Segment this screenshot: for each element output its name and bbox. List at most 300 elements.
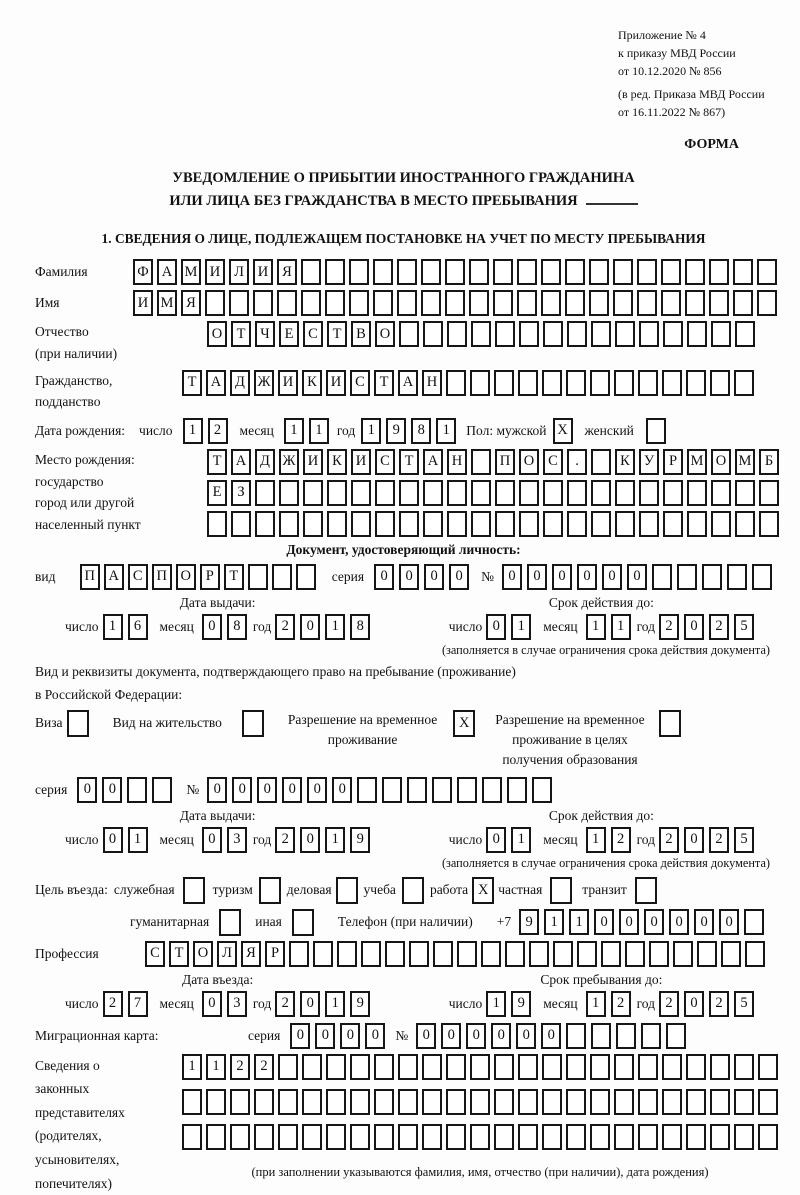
form-cell[interactable] [710, 370, 730, 396]
form-cell[interactable]: О [711, 449, 731, 475]
form-cell[interactable] [733, 259, 753, 285]
form-cell[interactable] [482, 777, 502, 803]
form-cell[interactable]: 0 [602, 564, 622, 590]
form-cell[interactable] [255, 480, 275, 506]
form-cell[interactable]: 1 [511, 614, 531, 640]
form-cell[interactable] [735, 480, 755, 506]
form-cell[interactable] [686, 370, 706, 396]
form-cell[interactable] [278, 1124, 298, 1150]
form-cell[interactable]: 2 [254, 1054, 274, 1080]
form-cell[interactable] [373, 290, 393, 316]
form-cell[interactable] [231, 511, 251, 537]
form-cell[interactable] [495, 321, 515, 347]
form-cell[interactable] [662, 1089, 682, 1115]
form-cell[interactable]: 1 [284, 418, 304, 444]
form-cell[interactable]: М [735, 449, 755, 475]
form-cell[interactable]: А [231, 449, 251, 475]
form-cell[interactable]: 2 [275, 991, 295, 1017]
form-cell[interactable] [543, 321, 563, 347]
form-cell[interactable]: 1 [586, 991, 606, 1017]
form-cell[interactable] [374, 1089, 394, 1115]
form-cell[interactable] [327, 511, 347, 537]
form-cell[interactable] [327, 480, 347, 506]
form-cell[interactable]: П [495, 449, 515, 475]
form-cell[interactable] [422, 1054, 442, 1080]
form-cell[interactable]: К [302, 370, 322, 396]
form-cell[interactable] [744, 909, 764, 935]
purpose-tourism-checkbox[interactable] [259, 877, 281, 904]
form-cell[interactable]: 0 [486, 827, 506, 853]
form-cell[interactable] [601, 941, 621, 967]
form-cell[interactable] [758, 1089, 778, 1115]
form-cell[interactable] [638, 1089, 658, 1115]
form-cell[interactable] [432, 777, 452, 803]
form-cell[interactable] [757, 290, 777, 316]
form-cell[interactable] [625, 941, 645, 967]
form-cell[interactable] [397, 259, 417, 285]
form-cell[interactable] [301, 290, 321, 316]
form-cell[interactable]: 1 [182, 1054, 202, 1080]
form-cell[interactable] [230, 1124, 250, 1150]
form-cell[interactable] [398, 1089, 418, 1115]
form-cell[interactable]: С [375, 449, 395, 475]
form-cell[interactable] [727, 564, 747, 590]
form-cell[interactable]: 0 [307, 777, 327, 803]
form-cell[interactable]: С [128, 564, 148, 590]
form-cell[interactable] [759, 480, 779, 506]
form-cell[interactable]: 0 [202, 614, 222, 640]
form-cell[interactable]: М [181, 259, 201, 285]
form-cell[interactable] [397, 290, 417, 316]
form-cell[interactable] [399, 480, 419, 506]
form-cell[interactable]: 9 [519, 909, 539, 935]
form-cell[interactable]: Т [169, 941, 189, 967]
form-cell[interactable] [662, 1054, 682, 1080]
form-cell[interactable]: М [157, 290, 177, 316]
form-cell[interactable] [447, 321, 467, 347]
form-cell[interactable]: У [639, 449, 659, 475]
form-cell[interactable] [686, 1054, 706, 1080]
form-cell[interactable] [248, 564, 268, 590]
form-cell[interactable] [697, 941, 717, 967]
male-checkbox[interactable]: X [553, 418, 573, 444]
form-cell[interactable]: Е [279, 321, 299, 347]
form-cell[interactable] [446, 1054, 466, 1080]
form-cell[interactable] [519, 511, 539, 537]
form-cell[interactable]: 0 [340, 1023, 360, 1049]
form-cell[interactable] [566, 1089, 586, 1115]
form-cell[interactable]: О [207, 321, 227, 347]
form-cell[interactable] [127, 777, 147, 803]
form-cell[interactable]: 6 [128, 614, 148, 640]
form-cell[interactable] [279, 511, 299, 537]
form-cell[interactable]: 0 [644, 909, 664, 935]
form-cell[interactable]: О [375, 321, 395, 347]
form-cell[interactable]: 5 [734, 614, 754, 640]
form-cell[interactable]: 0 [516, 1023, 536, 1049]
form-cell[interactable]: 0 [552, 564, 572, 590]
visa-checkbox[interactable] [67, 710, 89, 737]
form-cell[interactable] [591, 321, 611, 347]
form-cell[interactable]: А [157, 259, 177, 285]
form-cell[interactable]: 2 [709, 614, 729, 640]
form-cell[interactable]: Т [207, 449, 227, 475]
form-cell[interactable]: 0 [365, 1023, 385, 1049]
form-cell[interactable]: 1 [511, 827, 531, 853]
form-cell[interactable] [374, 1124, 394, 1150]
form-cell[interactable] [302, 1054, 322, 1080]
form-cell[interactable] [759, 511, 779, 537]
form-cell[interactable]: 2 [659, 614, 679, 640]
form-cell[interactable]: 1 [569, 909, 589, 935]
form-cell[interactable]: Ф [133, 259, 153, 285]
form-cell[interactable]: 0 [669, 909, 689, 935]
form-cell[interactable] [254, 1089, 274, 1115]
form-cell[interactable] [590, 1054, 610, 1080]
form-cell[interactable] [272, 564, 292, 590]
form-cell[interactable] [710, 1089, 730, 1115]
form-cell[interactable] [590, 1124, 610, 1150]
form-cell[interactable] [613, 290, 633, 316]
form-cell[interactable] [182, 1124, 202, 1150]
form-cell[interactable] [301, 259, 321, 285]
form-cell[interactable]: 1 [206, 1054, 226, 1080]
form-cell[interactable] [543, 511, 563, 537]
form-cell[interactable] [302, 1089, 322, 1115]
purpose-humanitarian-checkbox[interactable] [219, 909, 241, 936]
form-cell[interactable]: Т [327, 321, 347, 347]
form-cell[interactable] [565, 259, 585, 285]
form-cell[interactable]: И [303, 449, 323, 475]
form-cell[interactable] [446, 370, 466, 396]
form-cell[interactable]: 0 [207, 777, 227, 803]
form-cell[interactable] [407, 777, 427, 803]
form-cell[interactable]: Я [241, 941, 261, 967]
form-cell[interactable]: Р [663, 449, 683, 475]
form-cell[interactable]: М [687, 449, 707, 475]
form-cell[interactable] [350, 1054, 370, 1080]
form-cell[interactable] [206, 1089, 226, 1115]
form-cell[interactable] [685, 290, 705, 316]
form-cell[interactable]: 0 [290, 1023, 310, 1049]
form-cell[interactable] [457, 777, 477, 803]
form-cell[interactable] [734, 1124, 754, 1150]
form-cell[interactable] [470, 1089, 490, 1115]
purpose-work-checkbox[interactable]: X [472, 877, 494, 904]
form-cell[interactable] [662, 1124, 682, 1150]
form-cell[interactable] [303, 511, 323, 537]
form-cell[interactable] [591, 449, 611, 475]
form-cell[interactable] [733, 290, 753, 316]
form-cell[interactable] [566, 1023, 586, 1049]
form-cell[interactable] [613, 259, 633, 285]
form-cell[interactable] [447, 511, 467, 537]
form-cell[interactable] [577, 941, 597, 967]
form-cell[interactable] [398, 1124, 418, 1150]
form-cell[interactable]: 0 [527, 564, 547, 590]
form-cell[interactable] [326, 1054, 346, 1080]
form-cell[interactable] [566, 1054, 586, 1080]
form-cell[interactable] [303, 480, 323, 506]
form-cell[interactable] [734, 370, 754, 396]
form-cell[interactable]: 1 [611, 614, 631, 640]
form-cell[interactable]: О [193, 941, 213, 967]
form-cell[interactable] [542, 1089, 562, 1115]
form-cell[interactable] [278, 1089, 298, 1115]
form-cell[interactable] [649, 941, 669, 967]
residence-permit-checkbox[interactable] [242, 710, 264, 737]
form-cell[interactable]: Ч [255, 321, 275, 347]
purpose-business-checkbox[interactable] [336, 877, 358, 904]
form-cell[interactable] [326, 1124, 346, 1150]
form-cell[interactable]: 3 [227, 827, 247, 853]
form-cell[interactable]: 0 [424, 564, 444, 590]
form-cell[interactable]: 1 [325, 991, 345, 1017]
form-cell[interactable]: 2 [275, 614, 295, 640]
form-cell[interactable] [639, 480, 659, 506]
form-cell[interactable] [758, 1124, 778, 1150]
form-cell[interactable] [357, 777, 377, 803]
form-cell[interactable]: 0 [577, 564, 597, 590]
form-cell[interactable]: И [133, 290, 153, 316]
form-cell[interactable]: А [398, 370, 418, 396]
form-cell[interactable]: Ж [279, 449, 299, 475]
form-cell[interactable]: 0 [466, 1023, 486, 1049]
form-cell[interactable] [446, 1124, 466, 1150]
form-cell[interactable] [205, 290, 225, 316]
form-cell[interactable] [423, 321, 443, 347]
form-cell[interactable]: 9 [511, 991, 531, 1017]
form-cell[interactable]: 0 [684, 614, 704, 640]
form-cell[interactable] [591, 480, 611, 506]
form-cell[interactable] [253, 290, 273, 316]
form-cell[interactable] [422, 1124, 442, 1150]
form-cell[interactable]: 2 [709, 991, 729, 1017]
form-cell[interactable] [677, 564, 697, 590]
form-cell[interactable]: 3 [227, 991, 247, 1017]
form-cell[interactable] [469, 290, 489, 316]
form-cell[interactable]: 7 [128, 991, 148, 1017]
form-cell[interactable] [421, 290, 441, 316]
form-cell[interactable]: Т [182, 370, 202, 396]
form-cell[interactable]: 1 [103, 614, 123, 640]
form-cell[interactable] [687, 511, 707, 537]
form-cell[interactable] [446, 1089, 466, 1115]
form-cell[interactable] [710, 1124, 730, 1150]
form-cell[interactable]: 0 [300, 827, 320, 853]
form-cell[interactable] [532, 777, 552, 803]
form-cell[interactable]: А [423, 449, 443, 475]
form-cell[interactable] [686, 1089, 706, 1115]
form-cell[interactable] [152, 777, 172, 803]
form-cell[interactable] [457, 941, 477, 967]
form-cell[interactable] [566, 1124, 586, 1150]
form-cell[interactable] [445, 290, 465, 316]
form-cell[interactable]: Я [181, 290, 201, 316]
form-cell[interactable] [591, 1023, 611, 1049]
form-cell[interactable] [721, 941, 741, 967]
form-cell[interactable] [734, 1089, 754, 1115]
form-cell[interactable] [589, 259, 609, 285]
form-cell[interactable] [349, 290, 369, 316]
form-cell[interactable] [687, 321, 707, 347]
form-cell[interactable] [351, 511, 371, 537]
form-cell[interactable] [518, 1124, 538, 1150]
form-cell[interactable]: И [278, 370, 298, 396]
form-cell[interactable] [614, 1124, 634, 1150]
form-cell[interactable] [507, 777, 527, 803]
form-cell[interactable] [710, 1054, 730, 1080]
form-cell[interactable]: Т [374, 370, 394, 396]
form-cell[interactable] [652, 564, 672, 590]
form-cell[interactable]: 0 [202, 827, 222, 853]
form-cell[interactable]: 2 [709, 827, 729, 853]
form-cell[interactable]: О [176, 564, 196, 590]
form-cell[interactable] [734, 1054, 754, 1080]
form-cell[interactable] [638, 1124, 658, 1150]
form-cell[interactable] [553, 941, 573, 967]
form-cell[interactable]: 0 [300, 614, 320, 640]
purpose-study-checkbox[interactable] [402, 877, 424, 904]
form-cell[interactable] [470, 1124, 490, 1150]
form-cell[interactable] [278, 1054, 298, 1080]
form-cell[interactable] [471, 480, 491, 506]
form-cell[interactable] [590, 370, 610, 396]
form-cell[interactable] [543, 480, 563, 506]
form-cell[interactable]: 0 [300, 991, 320, 1017]
form-cell[interactable] [542, 370, 562, 396]
form-cell[interactable] [382, 777, 402, 803]
form-cell[interactable]: 2 [103, 991, 123, 1017]
form-cell[interactable] [399, 511, 419, 537]
form-cell[interactable] [505, 941, 525, 967]
form-cell[interactable] [326, 1089, 346, 1115]
form-cell[interactable]: 5 [734, 827, 754, 853]
form-cell[interactable]: 1 [325, 827, 345, 853]
form-cell[interactable]: 2 [659, 991, 679, 1017]
form-cell[interactable] [361, 941, 381, 967]
form-cell[interactable] [590, 1089, 610, 1115]
form-cell[interactable] [639, 511, 659, 537]
form-cell[interactable] [495, 480, 515, 506]
form-cell[interactable] [313, 941, 333, 967]
form-cell[interactable]: 0 [232, 777, 252, 803]
form-cell[interactable]: 0 [694, 909, 714, 935]
form-cell[interactable] [229, 290, 249, 316]
form-cell[interactable] [591, 511, 611, 537]
form-cell[interactable]: 0 [491, 1023, 511, 1049]
form-cell[interactable] [542, 1124, 562, 1150]
form-cell[interactable] [471, 449, 491, 475]
form-cell[interactable]: Я [277, 259, 297, 285]
form-cell[interactable] [375, 480, 395, 506]
form-cell[interactable] [685, 259, 705, 285]
form-cell[interactable] [447, 480, 467, 506]
form-cell[interactable]: 0 [282, 777, 302, 803]
form-cell[interactable] [230, 1089, 250, 1115]
form-cell[interactable] [519, 480, 539, 506]
form-cell[interactable]: 9 [350, 991, 370, 1017]
form-cell[interactable] [757, 259, 777, 285]
form-cell[interactable] [567, 511, 587, 537]
form-cell[interactable]: Л [229, 259, 249, 285]
form-cell[interactable] [663, 511, 683, 537]
form-cell[interactable] [702, 564, 722, 590]
purpose-official-checkbox[interactable] [183, 877, 205, 904]
form-cell[interactable]: Р [200, 564, 220, 590]
form-cell[interactable] [373, 259, 393, 285]
form-cell[interactable]: 1 [183, 418, 203, 444]
form-cell[interactable] [662, 370, 682, 396]
form-cell[interactable] [637, 290, 657, 316]
form-cell[interactable] [493, 259, 513, 285]
form-cell[interactable]: С [543, 449, 563, 475]
form-cell[interactable]: 0 [257, 777, 277, 803]
form-cell[interactable] [421, 259, 441, 285]
form-cell[interactable]: 1 [128, 827, 148, 853]
form-cell[interactable]: П [80, 564, 100, 590]
form-cell[interactable]: Б [759, 449, 779, 475]
form-cell[interactable]: 9 [386, 418, 406, 444]
form-cell[interactable] [409, 941, 429, 967]
form-cell[interactable]: Т [231, 321, 251, 347]
form-cell[interactable]: И [205, 259, 225, 285]
form-cell[interactable]: 1 [586, 827, 606, 853]
form-cell[interactable]: 0 [619, 909, 639, 935]
form-cell[interactable]: 0 [315, 1023, 335, 1049]
purpose-other-checkbox[interactable] [292, 909, 314, 936]
form-cell[interactable] [302, 1124, 322, 1150]
form-cell[interactable]: З [231, 480, 251, 506]
form-cell[interactable] [207, 511, 227, 537]
form-cell[interactable]: 0 [486, 614, 506, 640]
form-cell[interactable] [385, 941, 405, 967]
form-cell[interactable] [735, 511, 755, 537]
form-cell[interactable] [666, 1023, 686, 1049]
form-cell[interactable]: С [303, 321, 323, 347]
form-cell[interactable]: И [253, 259, 273, 285]
edu-permit-checkbox[interactable] [659, 710, 681, 737]
form-cell[interactable] [423, 511, 443, 537]
form-cell[interactable] [758, 1054, 778, 1080]
form-cell[interactable] [616, 1023, 636, 1049]
form-cell[interactable] [494, 1054, 514, 1080]
form-cell[interactable]: 1 [486, 991, 506, 1017]
form-cell[interactable] [638, 1054, 658, 1080]
form-cell[interactable]: 0 [399, 564, 419, 590]
form-cell[interactable]: 0 [441, 1023, 461, 1049]
form-cell[interactable]: Д [255, 449, 275, 475]
form-cell[interactable]: 9 [350, 827, 370, 853]
form-cell[interactable] [182, 1089, 202, 1115]
form-cell[interactable] [277, 290, 297, 316]
form-cell[interactable] [686, 1124, 706, 1150]
form-cell[interactable] [398, 1054, 418, 1080]
form-cell[interactable] [325, 259, 345, 285]
form-cell[interactable] [565, 290, 585, 316]
form-cell[interactable] [350, 1124, 370, 1150]
form-cell[interactable]: 1 [544, 909, 564, 935]
form-cell[interactable] [471, 321, 491, 347]
female-checkbox[interactable] [646, 418, 666, 444]
form-cell[interactable]: 8 [227, 614, 247, 640]
form-cell[interactable] [255, 511, 275, 537]
form-cell[interactable] [711, 321, 731, 347]
form-cell[interactable]: Е [207, 480, 227, 506]
form-cell[interactable] [495, 511, 515, 537]
form-cell[interactable] [517, 290, 537, 316]
form-cell[interactable]: Т [224, 564, 244, 590]
